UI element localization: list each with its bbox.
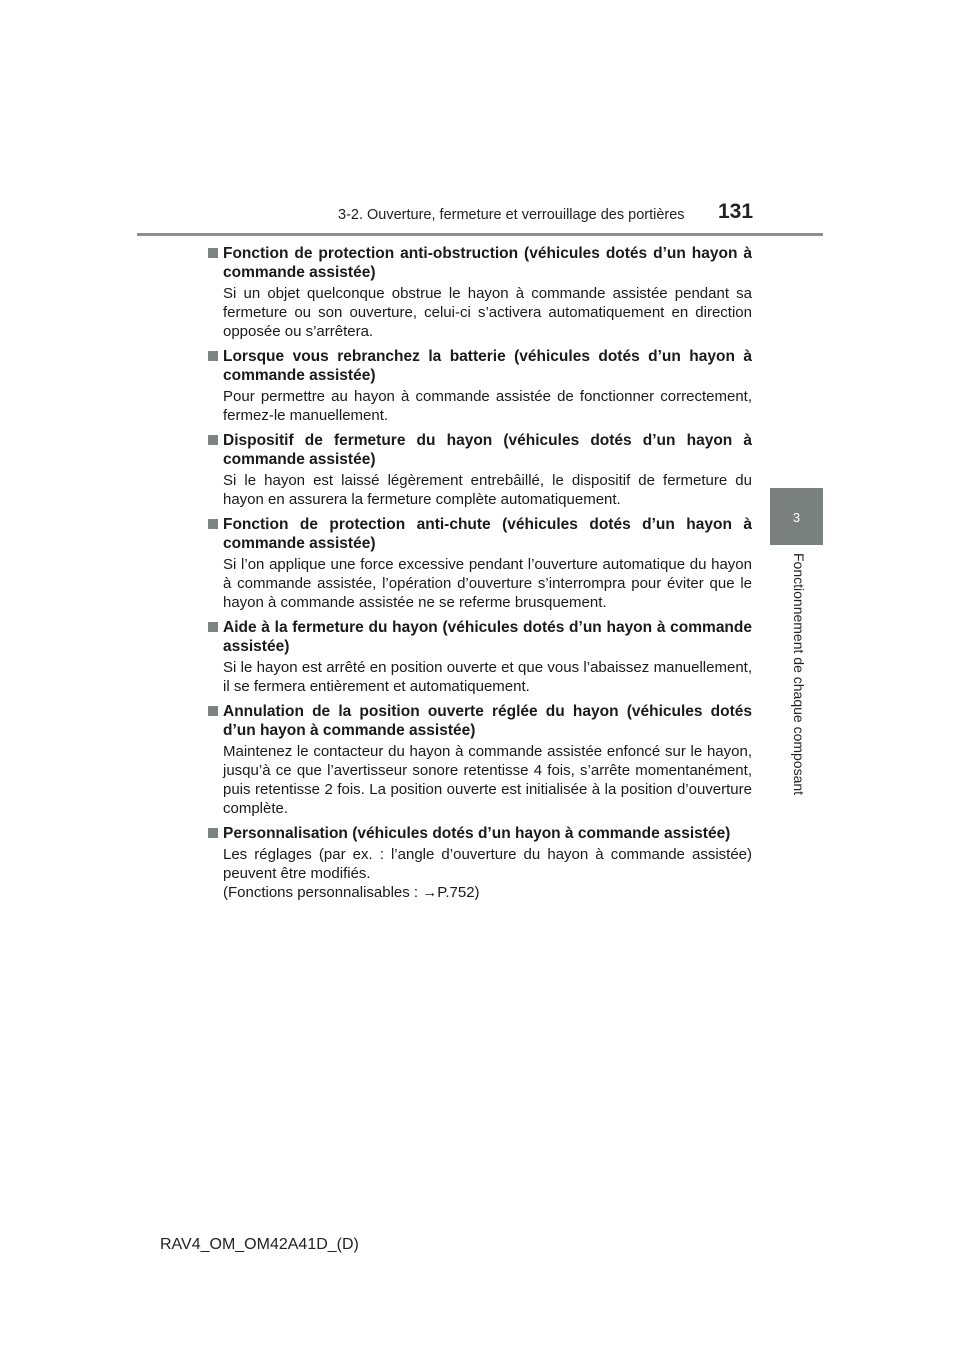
section-body [208, 658, 752, 696]
section-open-position-reset [208, 702, 752, 818]
paragraph: Si un objet quelconque obstrue le hayon à commande assistée pendant sa fermeture ou son ouverture, celui-ci s’activera automatiquement en direction opposée ou s’arrêtera. [223, 285, 752, 340]
paragraph: Si le hayon est laissé légèrement entrebâillé, le dispositif de fermeture du hayon en assurera la fermeture complète automatiquement. [223, 472, 752, 508]
page-reference: (Fonctions personnalisables : →P.752) [223, 884, 480, 901]
square-bullet-icon [208, 248, 218, 258]
paragraph: Pour permettre au hayon à commande assistée de fonctionner correctement, fermez-le manuellement. [223, 388, 752, 424]
section-anti-fall [208, 515, 752, 612]
section-title: Lorsque vous rebranchez la batterie (véhicules dotés d’un hayon à commande assistée) [208, 347, 752, 385]
paragraph: Les réglages (par ex. : l’angle d’ouverture du hayon à commande assistée) peuvent être modifiés. [223, 846, 752, 882]
section-closing-device [208, 431, 752, 509]
section-title: Personnalisation (véhicules dotés d’un hayon à commande assistée) [208, 824, 752, 843]
chapter-tab [770, 488, 823, 545]
section-body [208, 555, 752, 612]
chapter-number: 3 [792, 510, 801, 525]
header-divider [137, 233, 823, 236]
section-anti-obstruction [208, 244, 752, 341]
page-number: 131 [718, 200, 754, 223]
square-bullet-icon [208, 351, 218, 361]
chapter-label: Fonctionnement de chaque composant [791, 553, 807, 796]
section-body [208, 387, 752, 425]
square-bullet-icon [208, 519, 218, 529]
section-customization [208, 824, 752, 902]
document-code: RAV4_OM_OM42A41D_(D) [160, 1236, 359, 1253]
section-title: Aide à la fermeture du hayon (véhicules dotés d’un hayon à commande assistée) [208, 618, 752, 656]
paragraph: Si l’on applique une force excessive pendant l’ouverture automatique du hayon à commande assistée, l’opération d’ouverture s’interrompra pour éviter que le hayon à commande assistée ne se referme brusquement. [223, 556, 752, 611]
square-bullet-icon [208, 828, 218, 838]
section-title: Annulation de la position ouverte réglée du hayon (véhicules dotés d’un hayon à commande assistée) [208, 702, 752, 740]
section-closing-assist [208, 618, 752, 696]
paragraph: Maintenez le contacteur du hayon à commande assistée enfoncé sur le hayon, jusqu’à ce que l’avertisseur sonore retentisse 4 fois, s’arrête momentanément, puis retentisse 2 fois. La position ouverte est initialisée à la position d’ouverture complète. [223, 743, 752, 817]
paragraph: Si le hayon est arrêté en position ouverte et que vous l’abaissez manuellement, il se fermera entièrement et automatiquement. [223, 659, 752, 695]
page-content [208, 244, 752, 908]
section-body [208, 284, 752, 341]
header-section-title: 3-2. Ouverture, fermeture et verrouillage des portières [338, 207, 685, 223]
section-title: Fonction de protection anti-chute (véhicules dotés d’un hayon à commande assistée) [208, 515, 752, 553]
square-bullet-icon [208, 706, 218, 716]
section-body [208, 742, 752, 818]
section-title: Dispositif de fermeture du hayon (véhicules dotés d’un hayon à commande assistée) [208, 431, 752, 469]
square-bullet-icon [208, 435, 218, 445]
square-bullet-icon [208, 622, 218, 632]
section-title: Fonction de protection anti-obstruction (véhicules dotés d’un hayon à commande assistée) [208, 244, 752, 282]
section-body [208, 845, 752, 902]
section-battery-reconnect [208, 347, 752, 425]
section-body [208, 471, 752, 509]
